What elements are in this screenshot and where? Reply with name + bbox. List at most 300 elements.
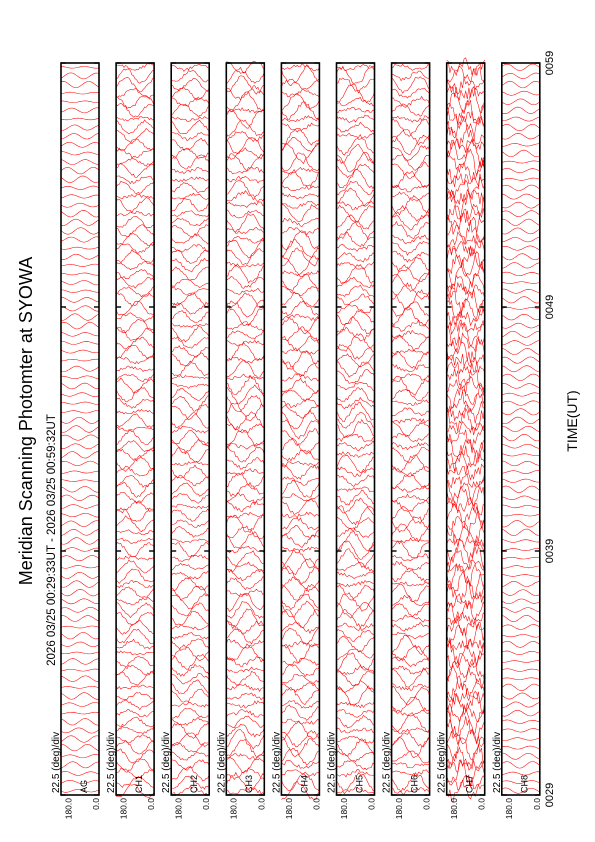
trace-line	[171, 542, 209, 557]
trace-line	[116, 301, 154, 315]
trace-line	[226, 109, 264, 128]
trace-line	[61, 366, 99, 371]
trace-line	[392, 538, 430, 544]
trace-line	[337, 135, 375, 156]
panel-ch7	[437, 58, 487, 819]
trace-line	[337, 201, 375, 210]
trace-line	[171, 267, 209, 281]
trace-line	[61, 486, 99, 492]
trace-line	[502, 202, 540, 208]
chart-title: Meridian Scanning Photomter at SYOWA	[16, 256, 36, 586]
trace-line	[226, 532, 264, 548]
trace-line	[337, 188, 375, 206]
trace-line	[502, 91, 540, 95]
trace-line	[502, 374, 540, 381]
trace-line	[171, 645, 209, 661]
trace-line	[281, 494, 319, 501]
trace-line	[502, 150, 540, 157]
trace-line	[116, 492, 154, 503]
trace-line	[392, 713, 430, 732]
trace-line	[116, 128, 154, 143]
trace-line	[337, 517, 375, 531]
channel-label: CH1	[134, 774, 145, 793]
trace-line	[502, 211, 540, 217]
trace-line	[281, 292, 319, 307]
trace-line	[447, 110, 485, 126]
trace-line	[226, 288, 264, 294]
trace-line	[171, 177, 209, 182]
trace-line	[171, 218, 209, 226]
y-tick-label: 0.0	[91, 798, 101, 810]
trace-line	[337, 623, 375, 631]
panel-ch3	[216, 61, 266, 819]
trace-line	[337, 761, 375, 770]
trace-line	[61, 728, 99, 733]
trace-line	[116, 181, 154, 193]
trace-line	[392, 422, 430, 436]
trace-line	[392, 684, 430, 691]
trace-line	[116, 455, 154, 471]
trace-line	[171, 132, 209, 141]
trace-line	[171, 674, 209, 684]
trace-line	[337, 701, 375, 708]
trace-line	[116, 69, 154, 83]
trace-line	[116, 270, 154, 279]
trace-line	[226, 443, 264, 449]
trace-line	[502, 590, 540, 596]
trace-line	[447, 688, 485, 703]
trace-line	[171, 483, 209, 496]
trace-line	[392, 418, 430, 423]
trace-line	[281, 123, 319, 132]
trace-line	[116, 88, 154, 98]
trace-line	[337, 304, 375, 312]
trace-line	[116, 414, 154, 428]
trace-line	[116, 366, 154, 372]
trace-line	[61, 599, 99, 604]
trace-line	[116, 211, 154, 216]
chart-subtitle: 2026 03/25 00:29:33UT - 2026 03/25 00:59:32UT	[46, 414, 58, 666]
trace-line	[61, 686, 99, 688]
trace-line	[392, 669, 430, 687]
trace-line	[116, 726, 154, 733]
trace-line	[116, 542, 154, 556]
trace-line	[502, 678, 540, 680]
trace-line	[171, 465, 209, 478]
trace-line	[116, 700, 154, 710]
y-tick-label: 180.0	[504, 798, 515, 820]
trace-line	[171, 742, 209, 752]
trace-line	[226, 202, 264, 208]
channel-label: CH2	[189, 774, 200, 793]
trace-line	[502, 246, 540, 250]
trace-line	[226, 293, 264, 308]
trace-line	[281, 674, 319, 684]
trace-line	[226, 120, 264, 136]
trace-line	[226, 473, 264, 489]
trace-line	[61, 332, 99, 336]
trace-line	[392, 162, 430, 179]
trace-line	[171, 413, 209, 429]
y-tick-label: 180.0	[338, 798, 349, 820]
trace-line	[337, 528, 375, 538]
trace-line	[337, 455, 375, 472]
trace-line	[61, 754, 99, 757]
trace-line	[61, 410, 99, 413]
scale-label: 22.5 (deg)/div	[326, 731, 338, 793]
trace-line	[61, 495, 99, 501]
trace-line	[171, 578, 209, 591]
trace-line	[281, 348, 319, 354]
trace-line	[502, 185, 540, 191]
trace-line	[392, 582, 430, 587]
trace-line	[502, 479, 540, 483]
trace-line	[116, 580, 154, 588]
trace-line	[502, 357, 540, 363]
trace-line	[337, 585, 375, 600]
trace-line	[337, 362, 375, 378]
trace-line	[502, 178, 540, 180]
panel-frame	[447, 63, 485, 795]
trace-line	[502, 323, 540, 328]
trace-line	[392, 728, 430, 734]
panel-ch4	[271, 63, 321, 819]
y-tick-label: 180.0	[394, 798, 405, 820]
trace-line	[171, 654, 209, 669]
trace-line	[281, 336, 319, 351]
y-tick-label: 0.0	[366, 798, 377, 810]
trace-line	[281, 205, 319, 222]
trace-line	[171, 563, 209, 570]
trace-line	[116, 685, 154, 689]
trace-line	[171, 430, 209, 445]
trace-line	[392, 400, 430, 406]
trace-line	[502, 81, 540, 88]
trace-line	[281, 548, 319, 568]
trace-line	[502, 117, 540, 121]
trace-line	[337, 580, 375, 586]
trace-line	[447, 651, 485, 669]
trace-line	[447, 86, 485, 100]
trace-line	[171, 611, 209, 625]
trace-line	[281, 658, 319, 665]
trace-line	[116, 482, 154, 498]
trace-line	[392, 584, 430, 602]
trace-line	[337, 294, 375, 305]
trace-line	[171, 752, 209, 760]
trace-line	[281, 167, 319, 174]
trace-line	[61, 744, 99, 751]
trace-line	[171, 327, 209, 342]
trace-line	[61, 762, 99, 768]
trace-line	[447, 464, 485, 480]
panel-ch5	[327, 63, 377, 819]
trace-line	[116, 560, 154, 573]
trace-line	[61, 615, 99, 621]
trace-line	[171, 625, 209, 630]
trace-line	[226, 360, 264, 378]
trace-line	[502, 383, 540, 388]
trace-line	[226, 385, 264, 404]
trace-line	[226, 265, 264, 283]
trace-line	[502, 417, 540, 424]
channel-label: AG	[78, 779, 89, 793]
trace-line	[116, 620, 154, 634]
trace-line	[226, 739, 264, 757]
trace-line	[61, 125, 99, 130]
trace-line	[116, 709, 154, 716]
trace-line	[447, 564, 485, 590]
trace-line	[337, 66, 375, 83]
trace-line	[171, 250, 209, 264]
trace-line	[447, 309, 485, 326]
trace-line	[226, 92, 264, 112]
trace-line	[116, 749, 154, 763]
trace-line	[116, 597, 154, 605]
scale-label: 22.5 (deg)/div	[216, 731, 228, 793]
trace-line	[116, 657, 154, 667]
trace-line	[61, 314, 99, 321]
panel-ch2	[161, 63, 211, 819]
trace-line	[226, 447, 264, 462]
trace-line	[226, 639, 264, 648]
trace-line	[447, 283, 485, 299]
trace-line	[61, 81, 99, 87]
trace-line	[61, 607, 99, 612]
trace-line	[61, 417, 99, 423]
trace-line	[281, 601, 319, 618]
trace-line	[337, 261, 375, 269]
trace-line	[171, 117, 209, 122]
trace-line	[116, 629, 154, 644]
trace-line	[171, 439, 209, 454]
trace-line	[337, 181, 375, 195]
trace-line	[116, 430, 154, 445]
trace-line	[171, 323, 209, 327]
trace-line	[61, 290, 99, 293]
trace-line	[447, 676, 485, 702]
trace-line	[502, 520, 540, 527]
trace-line	[281, 317, 319, 333]
channel-label: CH7	[464, 774, 475, 793]
trace-line	[392, 473, 430, 489]
trace-line	[392, 632, 430, 638]
trace-line	[337, 115, 375, 123]
trace-line	[502, 237, 540, 242]
trace-line	[61, 273, 99, 275]
trace-line	[447, 320, 485, 334]
trace-line	[171, 311, 209, 323]
trace-line	[171, 504, 209, 508]
trace-line	[116, 530, 154, 535]
trace-line	[61, 521, 99, 527]
x-axis-label: TIME(UT)	[564, 390, 580, 452]
trace-line	[61, 281, 99, 285]
trace-line	[226, 546, 264, 553]
trace-line	[502, 263, 540, 269]
trace-line	[502, 107, 540, 114]
trace-line	[281, 410, 319, 429]
trace-line	[392, 517, 430, 533]
trace-line	[226, 512, 264, 518]
trace-line	[171, 689, 209, 702]
trace-line	[61, 306, 99, 311]
trace-line	[61, 133, 99, 139]
y-tick-label: 0.0	[256, 798, 267, 810]
trace-line	[61, 376, 99, 379]
trace-line	[61, 152, 99, 155]
y-tick-label: 0.0	[531, 798, 542, 810]
scale-label: 22.5 (deg)/div	[106, 731, 118, 793]
trace-line	[502, 710, 540, 716]
trace-line	[171, 633, 209, 640]
trace-line	[502, 470, 540, 473]
trace-line	[61, 572, 99, 578]
trace-line	[226, 609, 264, 629]
trace-line	[281, 420, 319, 439]
trace-line	[61, 471, 99, 473]
trace-line	[61, 341, 99, 344]
trace-line	[226, 331, 264, 339]
trace-line	[281, 664, 319, 676]
trace-line	[502, 738, 540, 741]
trace-line	[281, 609, 319, 627]
trace-line	[337, 317, 375, 334]
panel-ch6	[382, 63, 432, 819]
trace-line	[61, 210, 99, 217]
trace-line	[116, 337, 154, 349]
trace-line	[61, 92, 99, 94]
trace-line	[171, 168, 209, 174]
trace-line	[61, 589, 99, 596]
trace-line	[61, 461, 99, 465]
trace-line	[61, 712, 99, 714]
trace-line	[226, 374, 264, 380]
trace-line	[337, 64, 375, 70]
trace-line	[392, 146, 430, 161]
scale-label: 22.5 (deg)/div	[436, 731, 448, 793]
trace-line	[226, 424, 264, 433]
trace-line	[171, 293, 209, 307]
trace-line	[337, 665, 375, 674]
trace-line	[502, 219, 540, 225]
trace-line	[502, 615, 540, 621]
trace-line	[502, 486, 540, 493]
trace-line	[116, 409, 154, 414]
trace-line	[392, 89, 430, 99]
trace-line	[61, 632, 99, 639]
trace-line	[281, 450, 319, 461]
trace-line	[226, 469, 264, 476]
trace-line	[226, 67, 264, 84]
trace-line	[116, 741, 154, 754]
trace-line	[116, 466, 154, 476]
trace-line	[447, 240, 485, 256]
trace-line	[61, 383, 99, 389]
trace-line	[392, 737, 430, 757]
trace-line	[337, 353, 375, 367]
trace-line	[281, 465, 319, 479]
trace-line	[61, 452, 99, 459]
trace-line	[447, 656, 485, 682]
trace-line	[116, 612, 154, 625]
trace-line	[116, 77, 154, 92]
trace-line	[61, 350, 99, 353]
trace-line	[502, 566, 540, 568]
trace-line	[502, 73, 540, 79]
scale-label: 22.5 (deg)/div	[491, 731, 503, 793]
scale-label: 22.5 (deg)/div	[381, 731, 393, 793]
trace-line	[392, 77, 430, 93]
trace-line	[337, 402, 375, 421]
trace-line	[226, 249, 264, 265]
trace-line	[281, 374, 319, 382]
trace-line	[337, 572, 375, 578]
trace-line	[502, 729, 540, 733]
trace-line	[226, 138, 264, 154]
trace-line	[392, 622, 430, 631]
trace-line	[392, 500, 430, 512]
trace-line	[337, 686, 375, 705]
trace-line	[61, 73, 99, 79]
trace-line	[502, 574, 540, 576]
trace-line	[337, 334, 375, 352]
scale-label: 22.5 (deg)/div	[271, 731, 283, 793]
trace-line	[337, 169, 375, 189]
trace-line	[392, 604, 430, 617]
trace-line	[281, 201, 319, 208]
trace-line	[337, 327, 375, 341]
trace-line	[281, 248, 319, 266]
trace-line	[171, 526, 209, 537]
trace-line	[116, 194, 154, 198]
trace-line	[392, 494, 430, 501]
trace-line	[116, 243, 154, 253]
trace-line	[392, 443, 430, 450]
y-tick-label: 180.0	[283, 798, 294, 820]
trace-line	[61, 254, 99, 259]
trace-line	[171, 225, 209, 237]
trace-line	[61, 176, 99, 183]
trace-line	[337, 487, 375, 492]
trace-line	[502, 641, 540, 647]
trace-line	[337, 562, 375, 571]
trace-line	[171, 375, 209, 378]
trace-line	[337, 649, 375, 660]
trace-line	[447, 139, 485, 153]
trace-line	[281, 687, 319, 704]
trace-line	[61, 159, 99, 164]
trace-line	[337, 285, 375, 298]
trace-line	[502, 426, 540, 432]
trace-line	[502, 434, 540, 441]
trace-line	[502, 607, 540, 612]
y-tick-label: 180.0	[118, 798, 129, 820]
trace-line	[116, 398, 154, 408]
trace-line	[116, 120, 154, 134]
y-tick-label: 0.0	[146, 798, 157, 810]
trace-line	[116, 198, 154, 213]
trace-line	[392, 308, 430, 327]
trace-line	[392, 467, 430, 477]
trace-line	[61, 186, 99, 190]
trace-line	[226, 308, 264, 325]
trace-line	[61, 693, 99, 700]
trace-line	[502, 599, 540, 604]
y-tick-label: 180.0	[173, 798, 184, 820]
trace-line	[392, 447, 430, 463]
trace-line	[61, 652, 99, 654]
